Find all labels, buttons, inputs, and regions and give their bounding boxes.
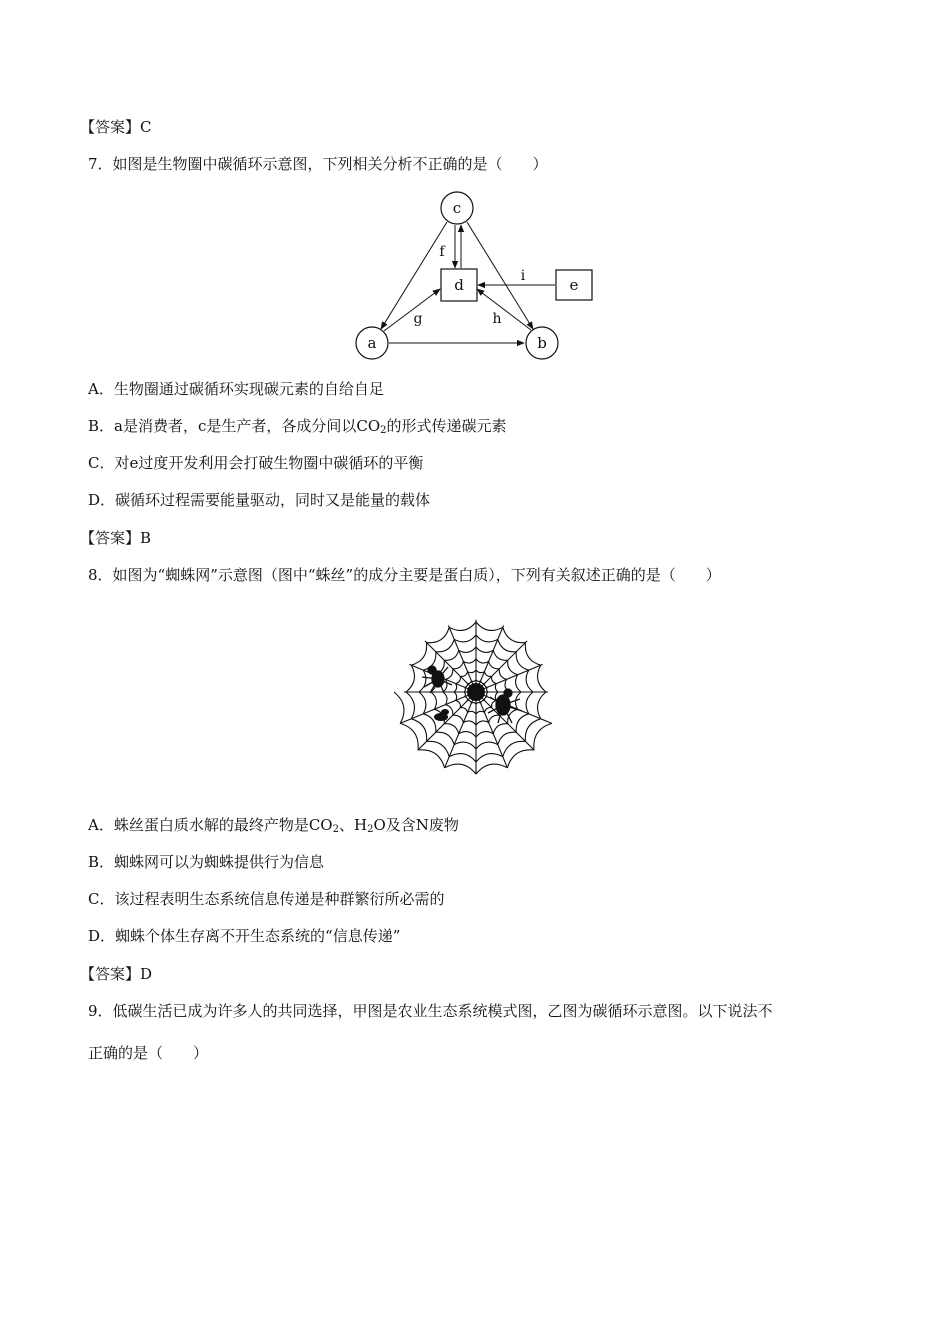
q7-stem: 7．如图是生物圈中碳循环示意图，下列相关分析不正确的是（ ） (88, 155, 548, 173)
q8-option-d: D．蜘蛛个体生存离不开生态系统的“信息传递” (88, 927, 401, 945)
web-strand (394, 692, 552, 774)
web-center (467, 683, 485, 701)
q8-option-a-post: O及含N废物 (373, 816, 459, 834)
q7-answer: 【答案】B (80, 529, 152, 547)
q9-stem-line2: 正确的是（ ） (88, 1044, 209, 1062)
q8-option-a (88, 815, 459, 835)
q9-stem-line1: 9．低碳生活已成为许多人的共同选择，甲图是农业生态系统模式图，乙图为碳循环示意图。以下说法不 (88, 1002, 773, 1020)
node-b-label: b (537, 334, 547, 352)
node-d-label: d (454, 276, 464, 294)
q7-option-b-post: 的形式传递碳元素 (386, 417, 507, 435)
q8-answer: 【答案】D (80, 965, 153, 983)
q7-option-b-sub: 2 (380, 425, 387, 436)
q8-stem: 8．如图为“蜘蛛网”示意图（图中“蛛丝”的成分主要是蛋白质），下列有关叙述正确的是（ ） (88, 566, 721, 584)
q8-option-a-sub2: 2 (367, 824, 374, 835)
q7-option-c: C．对e过度开发利用会打破生物圈中碳循环的平衡 (88, 454, 424, 472)
spider-web-figure (383, 610, 569, 780)
node-e-label: e (569, 276, 579, 294)
carbon-cycle-diagram (340, 186, 610, 366)
q7-option-b-pre: B．a是消费者，c是生产者，各成分间以CO (88, 417, 381, 435)
q7-option-b (88, 416, 507, 436)
q8-option-b: B．蜘蛛网可以为蜘蛛提供行为信息 (88, 853, 325, 871)
edge-label-f: f (439, 244, 445, 260)
spider-icon (488, 689, 522, 723)
answer-prev: 【答案】C (80, 118, 152, 136)
spider-icon (422, 666, 452, 693)
q8-option-a-sub1: 2 (332, 824, 339, 835)
node-c-label: c (452, 199, 462, 217)
node-a-label: a (367, 334, 377, 352)
q8-option-a-mid: 、H (338, 816, 368, 834)
arrow-b-to-d (477, 289, 531, 330)
insect-icon (434, 709, 449, 721)
web-strand (476, 641, 527, 692)
q8-option-c: C．该过程表明生态系统信息传递是种群繁衍所必需的 (88, 890, 445, 908)
q8-option-a-pre: A．蛛丝蛋白质水解的最终产物是CO (88, 816, 333, 834)
edge-label-h: h (492, 311, 502, 327)
edge-label-i: i (520, 268, 526, 284)
q7-option-a: A．生物圈通过碳循环实现碳元素的自给自足 (88, 380, 384, 398)
edge-label-g: g (413, 311, 423, 327)
q7-option-d: D．碳循环过程需要能量驱动，同时又是能量的载体 (88, 491, 431, 509)
